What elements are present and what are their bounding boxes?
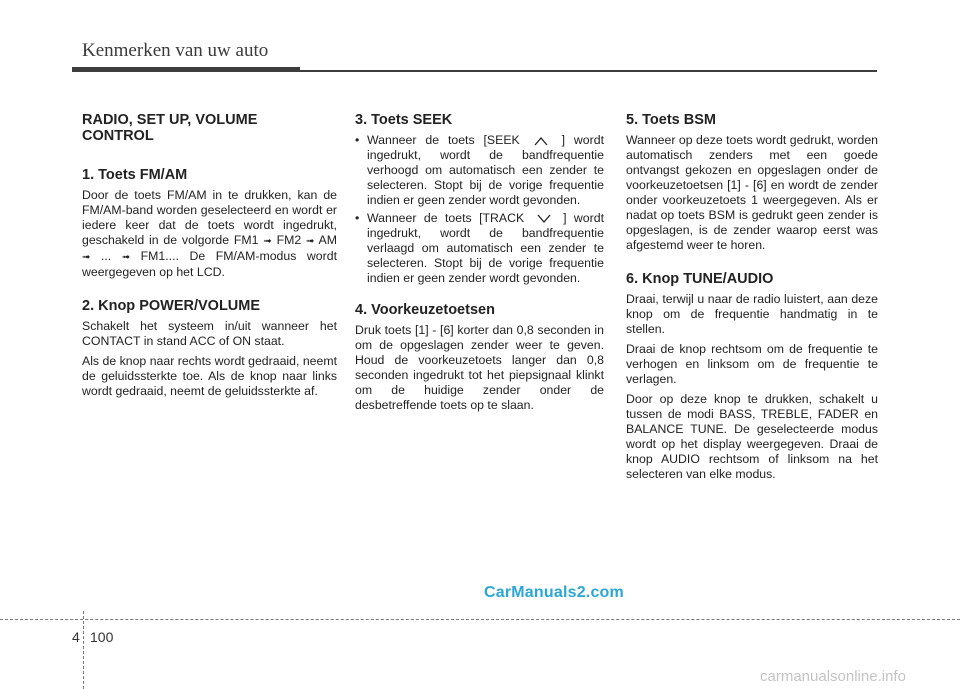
heading-bsm: 5. Toets BSM <box>626 112 716 128</box>
page-header-title: Kenmerken van uw auto <box>82 40 269 61</box>
paragraph-tune-3: Door op deze knop te drukken, schakelt u tussen de modi BASS, TREBLE, FADER en BALANCE TUNE. De geselecteerde modus wordt op het display weergegeven. Draai de knop AUDIO rechtsom of linksom na het selecteren van elke modus. <box>626 392 878 481</box>
footer-rule <box>0 619 960 620</box>
paragraph-bsm: Wanneer op deze toets wordt gedrukt, worden automatisch zenders met een goede ontvangst gekozen en opgeslagen onder de voorkeuzetoetsen [1] - [6] en wordt de zender onder voorkeuzetoets 1 weergegeven. Als er nadat op toets BSM is gedrukt geen zender is opgeslagen, is de zender waarop eerst was afgestemd weer te horen. <box>626 133 878 252</box>
bullet-icon: • <box>355 133 360 147</box>
column-3 <box>626 112 878 487</box>
page-number: 100 <box>90 629 114 645</box>
section-title <box>82 112 337 144</box>
watermark-link[interactable]: CarManuals2.com <box>484 584 624 601</box>
arrow-right-icon: ➟ <box>82 252 91 263</box>
heading-fm-am: 1. Toets FM/AM <box>82 167 188 183</box>
section-number: 4 <box>72 629 80 645</box>
text-track-a: Wanneer de toets [TRACK <box>367 211 525 225</box>
arrow-right-icon: ➟ <box>306 236 315 247</box>
paragraph-power: Schakelt het systeem in/uit wanneer het CONTACT in stand ACC of ON staat. <box>82 319 337 348</box>
heading-presets: 4. Voorkeuzetoetsen <box>355 302 495 318</box>
footer-vertical-rule <box>83 611 84 689</box>
text-fm2: FM2 <box>276 233 302 247</box>
heading-tune-audio: 6. Knop TUNE/AUDIO <box>626 271 774 287</box>
heading-power-volume: 2. Knop POWER/VOLUME <box>82 298 261 314</box>
text-fm-am-a: Door de toets FM/AM in te drukken, kan de FM/AM-band worden geselecteerd en wordt er iedere keer dat de toets wordt ingedrukt, geschakeld in de volgorde FM1 <box>82 188 337 247</box>
footer-site-watermark: carmanualsonline.info <box>760 668 906 685</box>
heading-seek: 3. Toets SEEK <box>355 112 453 128</box>
paragraph-presets: Druk toets [1] - [6] korter dan 0,8 seconden in om de opgeslagen zender weer te geven. Houd de voorkeuzetoets langer dan 0,8 seconden ingedrukt tot het piepsignaal klinkt om de huidige zender onder de desbetreffende toets op te slaan. <box>355 323 604 412</box>
caret-up-icon <box>534 136 548 146</box>
header-rule-thin <box>300 70 877 72</box>
column-1 <box>82 112 337 404</box>
arrow-right-icon: ➟ <box>121 252 131 263</box>
header-rule-thick <box>72 67 300 72</box>
paragraph-tune-1: Draai, terwijl u naar de radio luistert, aan deze knop om de frequentie handmatig in te stellen. <box>626 292 878 336</box>
text-fm-am-e: FM1.... De FM/AM-modus wordt weergegeven op het LCD. <box>82 249 337 279</box>
section-title-line-1: RADIO, SET UP, VOLUME <box>82 112 258 128</box>
paragraph-volume: Als de knop naar rechts wordt gedraaid, neemt de geluidssterkte toe. Als de knop naar links wordt gedraaid, neemt de geluidssterkte af. <box>82 354 337 398</box>
section-title-line-2: CONTROL <box>82 128 154 144</box>
arrow-right-icon: ➟ <box>263 236 272 247</box>
text-am: AM <box>318 233 337 247</box>
paragraph-tune-2: Draai de knop rechtsom om de frequentie te verhogen en linksom om de frequentie te verlagen. <box>626 342 878 386</box>
text-seek-b: ] wordt ingedrukt, wordt de bandfrequentie verhoogd om automatisch een zender te selecteren. Stopt bij de vorige frequentie indien er geen zender wordt gevonden. <box>367 133 604 207</box>
text-ellipsis: ... <box>100 249 112 263</box>
paragraph-fm-am <box>82 188 337 280</box>
bullet-track <box>355 211 604 286</box>
text-seek-a: Wanneer de toets [SEEK <box>367 133 520 147</box>
column-2 <box>355 112 604 418</box>
caret-down-icon <box>537 214 551 224</box>
text-track-b: ] wordt ingedrukt, wordt de bandfrequentie verlaagd om automatisch een zender te selecteren. Stopt bij de vorige frequentie indien er geen zender wordt gevonden. <box>367 211 604 285</box>
bullet-icon: • <box>355 211 360 225</box>
bullet-seek <box>355 133 604 208</box>
